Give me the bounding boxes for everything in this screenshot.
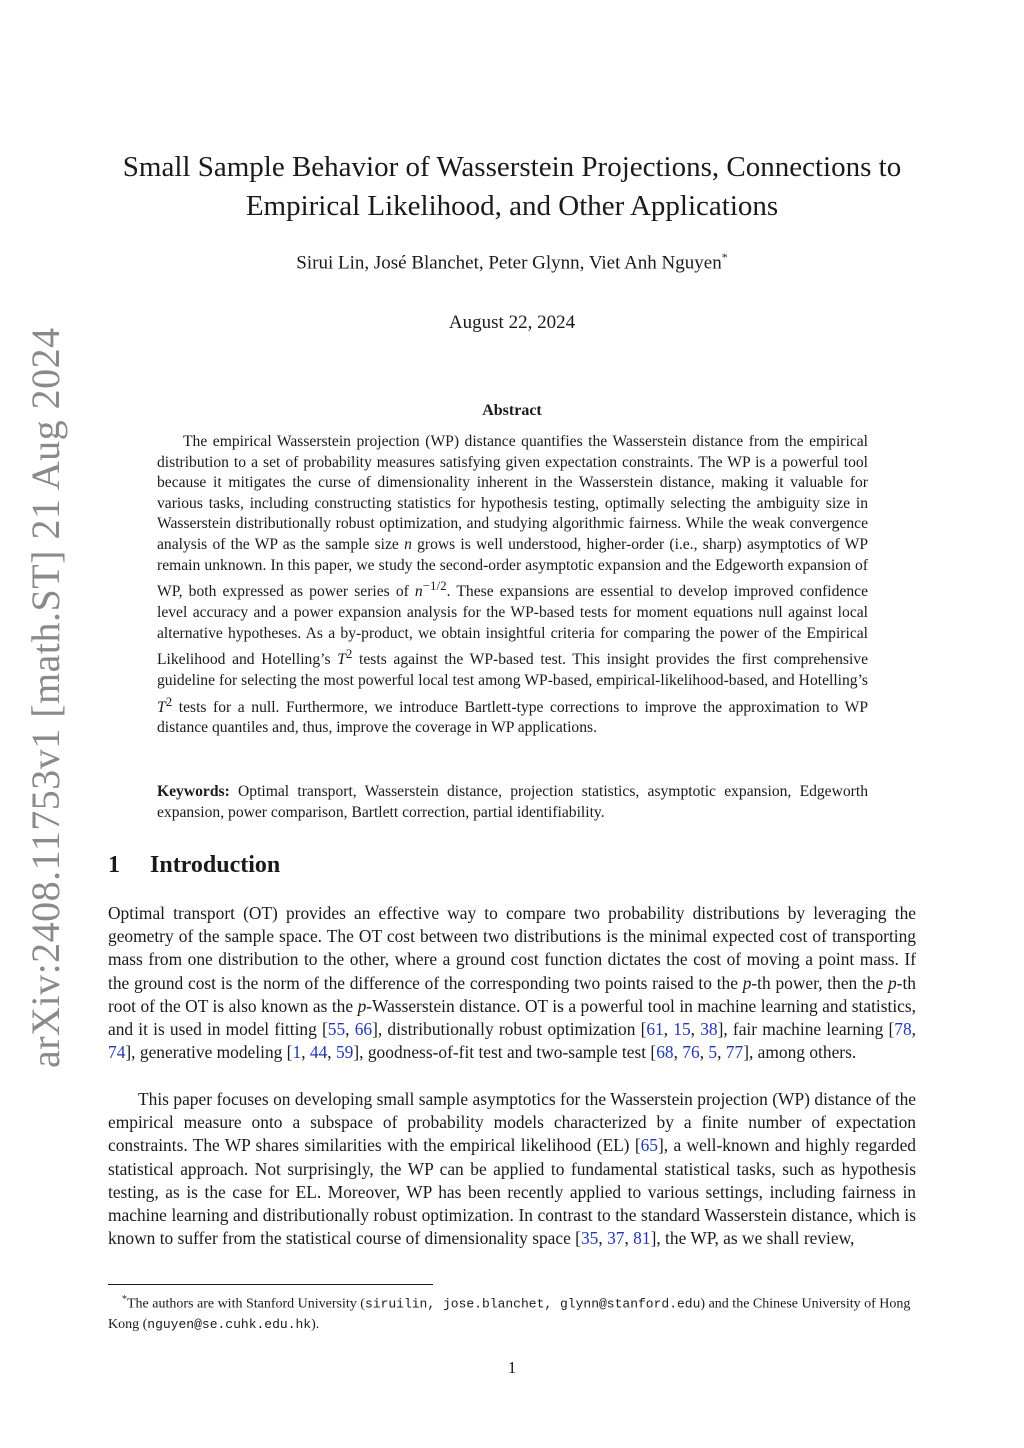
math-t: T [157, 698, 166, 716]
citation-link[interactable]: 55 [327, 1019, 346, 1040]
citation-link[interactable]: 59 [335, 1042, 354, 1063]
citation-link[interactable]: 81 [633, 1228, 651, 1249]
citation-link[interactable]: 35 [580, 1228, 599, 1249]
citation-link[interactable]: 5 [708, 1042, 718, 1063]
author-names: Sirui Lin, José Blanchet, Peter Glynn, Viet Anh Nguyen [296, 252, 722, 274]
section-heading [108, 852, 280, 879]
footnote-mark: * [122, 1294, 127, 1305]
text-segment: -th root of the OT is also known as the [108, 972, 916, 1016]
keywords-text: Optimal transport, Wasserstein distance, projection statistics, asymptotic expansion, Edgeworth expansion, power comparison, Bartlett correction, partial identifiability. [157, 783, 868, 821]
text-segment: -th power, then the [751, 972, 888, 993]
citation-link[interactable]: 76 [682, 1042, 700, 1063]
text-segment: ], fair machine learning [ [717, 1019, 895, 1040]
abstract-heading: Abstract [482, 402, 542, 419]
author-footnote [108, 1290, 916, 1335]
footnote-text: ). [311, 1316, 320, 1332]
text-segment: -Wasserstein distance. OT is a powerful tool in machine learning and statistics, and it is used in model fitting [ [108, 995, 916, 1040]
intro-paragraph-2: This paper focuses on developing small sample asymptotics for the Wasserstein projection (WP) distance of the empirical measure onto a subspace of probability models characterized by a finite number of expectation constraints. The WP shares similarities with the empirical likelihood (EL) [65], a well-known and highly regarded statistical approach. Not surprisingly, the WP can be applied to fundamental statistical tasks, such as hypothesis testing, as is the case for EL. Moreover, WP has been recently applied to various settings, including fairness in machine learning and distributionally robust optimization. In contrast to the standard Wasserstein distance, which is known to suffer from the statistical course of dimensionality space [35, 37, 81], the WP, as we shall review, [108, 1089, 916, 1249]
abstract-segment: The empirical Wasserstein projection (WP) distance quantifies the Wasserstein distance from the empirical distribution to a set of probability measures satisfying given expectation constraints. The WP is a powerful tool because it mitigates the curse of dimensionality inherent in the Wasserstein distance, making it valuable for various tasks, including constructing statistics for hypothesis testing, optimally selecting the ambiguity size in Wasserstein distributionally robust optimization, and studying algorithmic fairness. While the weak convergence analysis of the WP as the sample size [157, 433, 868, 553]
text-segment: ], distributionally robust optimization [ [372, 1019, 647, 1040]
text-segment: Optimal transport (OT) provides an effective way to compare two probability distributions by leveraging the geometry of the sample space. The OT cost between two distributions is the minimal expected cost of transporting mass from one distribution to the other, where a ground cost function dictates the cost of moving a point mass. If the ground cost is the norm of the difference of the corresponding two points raised to the [108, 903, 916, 993]
citation-link[interactable]: 68 [656, 1042, 674, 1063]
math-t-exponent: 2 [165, 693, 173, 709]
math-n-base: n [414, 583, 423, 601]
text-segment: ], a well-known and highly regarded statistical approach. Not surprisingly, the WP can be applied to fundamental statistical tasks, such as hypothesis testing, as is the case for EL. Moreover, WP has been recently applied to various settings, including fairness in machine learning and distributionally robust optimization. In contrast to the standard Wasserstein distance, which is known to suffer from the statistical course of dimensionality space [ [108, 1135, 916, 1249]
intro-paragraph-1: Optimal transport (OT) provides an effective way to compare two probability distributions by leveraging the geometry of the sample space. The OT cost between two distributions is the minimal expected cost of transporting mass from one distribution to the other, where a ground cost function dictates the cost of moving a point mass. If the ground cost is the norm of the difference of the corresponding two points raised to the p-th power, then the p-th root of the OT is also known as the p-Wasserstein distance. OT is a powerful tool in machine learning and statistics, and it is used in model fitting [55, 66], distributionally robust optimization [61, 15, 38], fair machine learning [78, 74], generative modeling [1, 44, 59], goodness-of-fit test and two-sample test [68, 76, 5, 77], among others. [108, 903, 916, 1063]
math-p: p [357, 995, 367, 1016]
abstract-segment: . These expansions are essential to develop improved confidence level accuracy and a power expansion analysis for the WP-based tests for moment equations null against local alternative hypotheses. As a by-product, we obtain insightful criteria for comparing the power of the Empirical Likelihood and Hotelling’s [157, 583, 868, 669]
citation-link[interactable]: 66 [354, 1019, 373, 1040]
math-t: T [337, 651, 346, 669]
footnote-divider [108, 1284, 433, 1285]
text-segment: ], goodness-of-fit test and two-sample test [ [353, 1042, 657, 1063]
citation-link[interactable]: 77 [725, 1042, 744, 1063]
math-p: p [887, 972, 897, 993]
abstract-text [157, 432, 868, 739]
footnote-text: The authors are with Stanford University ( [127, 1296, 365, 1312]
citation-link[interactable]: 15 [673, 1019, 691, 1040]
keywords [157, 782, 868, 823]
author-footnote-mark: * [721, 250, 728, 264]
citation-link[interactable]: 44 [309, 1042, 328, 1063]
text-segment: ], among others. [743, 1042, 857, 1063]
citation-link[interactable]: 1 [292, 1042, 302, 1063]
footnote-email: nguyen@se.cuhk.edu.hk [147, 1316, 312, 1332]
text-segment: This paper focuses on developing small sample asymptotics for the Wasserstein projection (WP) distance of the empirical measure onto a subspace of probability models characterized by a finite number of expectation constraints. The WP shares similarities with the empirical likelihood (EL) [ [108, 1089, 916, 1156]
section-number: 1 [108, 852, 120, 878]
page-number: 1 [507, 1358, 517, 1377]
abstract-segment: grows is well understood, higher-order (i.e., sharp) asymptotics of WP remain unknown. In this paper, we study the second-order asymptotic expansion and the Edgeworth expansion of WP, both expressed as power series of [157, 535, 868, 601]
citation-link[interactable]: 78 [894, 1019, 912, 1040]
arxiv-identifier: arXiv:2408.11753v1 [math.ST] 21 Aug 2024 [23, 327, 68, 1068]
citation-link[interactable]: 65 [640, 1135, 658, 1156]
math-n-exponent: −1/2 [422, 578, 447, 594]
footnote-text: ) and the Chinese University of Hong Kong ( [108, 1296, 911, 1332]
citation-link[interactable]: 61 [646, 1019, 664, 1040]
text-segment: ], the WP, as we shall review, [650, 1228, 855, 1249]
keywords-label: Keywords: [157, 783, 230, 800]
paper-title: Small Sample Behavior of Wasserstein Projections, Connections to Empirical Likelihood, and Other Applications [122, 151, 902, 222]
math-p: p [742, 972, 752, 993]
abstract-segment: tests for a null. Furthermore, we introduce Bartlett-type corrections to improve the approximation to WP distance quantiles and, thus, improve the coverage in WP applications. [157, 698, 868, 737]
footnote-emails: siruilin, jose.blanchet, glynn@stanford.edu [364, 1296, 701, 1312]
abstract-segment: tests against the WP-based test. This insight provides the first comprehensive guideline for selecting the most powerful local test among WP-based, empirical-likelihood-based, and Hotelling’s [157, 651, 868, 689]
math-n: n [404, 535, 412, 553]
math-t-exponent: 2 [345, 646, 353, 662]
author-list [100, 250, 924, 274]
citation-link[interactable]: 74 [108, 1042, 126, 1063]
section-title: Introduction [150, 852, 281, 878]
paper-date: August 22, 2024 [448, 312, 576, 333]
citation-link[interactable]: 38 [700, 1019, 718, 1040]
text-segment: ], generative modeling [ [125, 1042, 293, 1063]
citation-link[interactable]: 37 [607, 1228, 625, 1249]
